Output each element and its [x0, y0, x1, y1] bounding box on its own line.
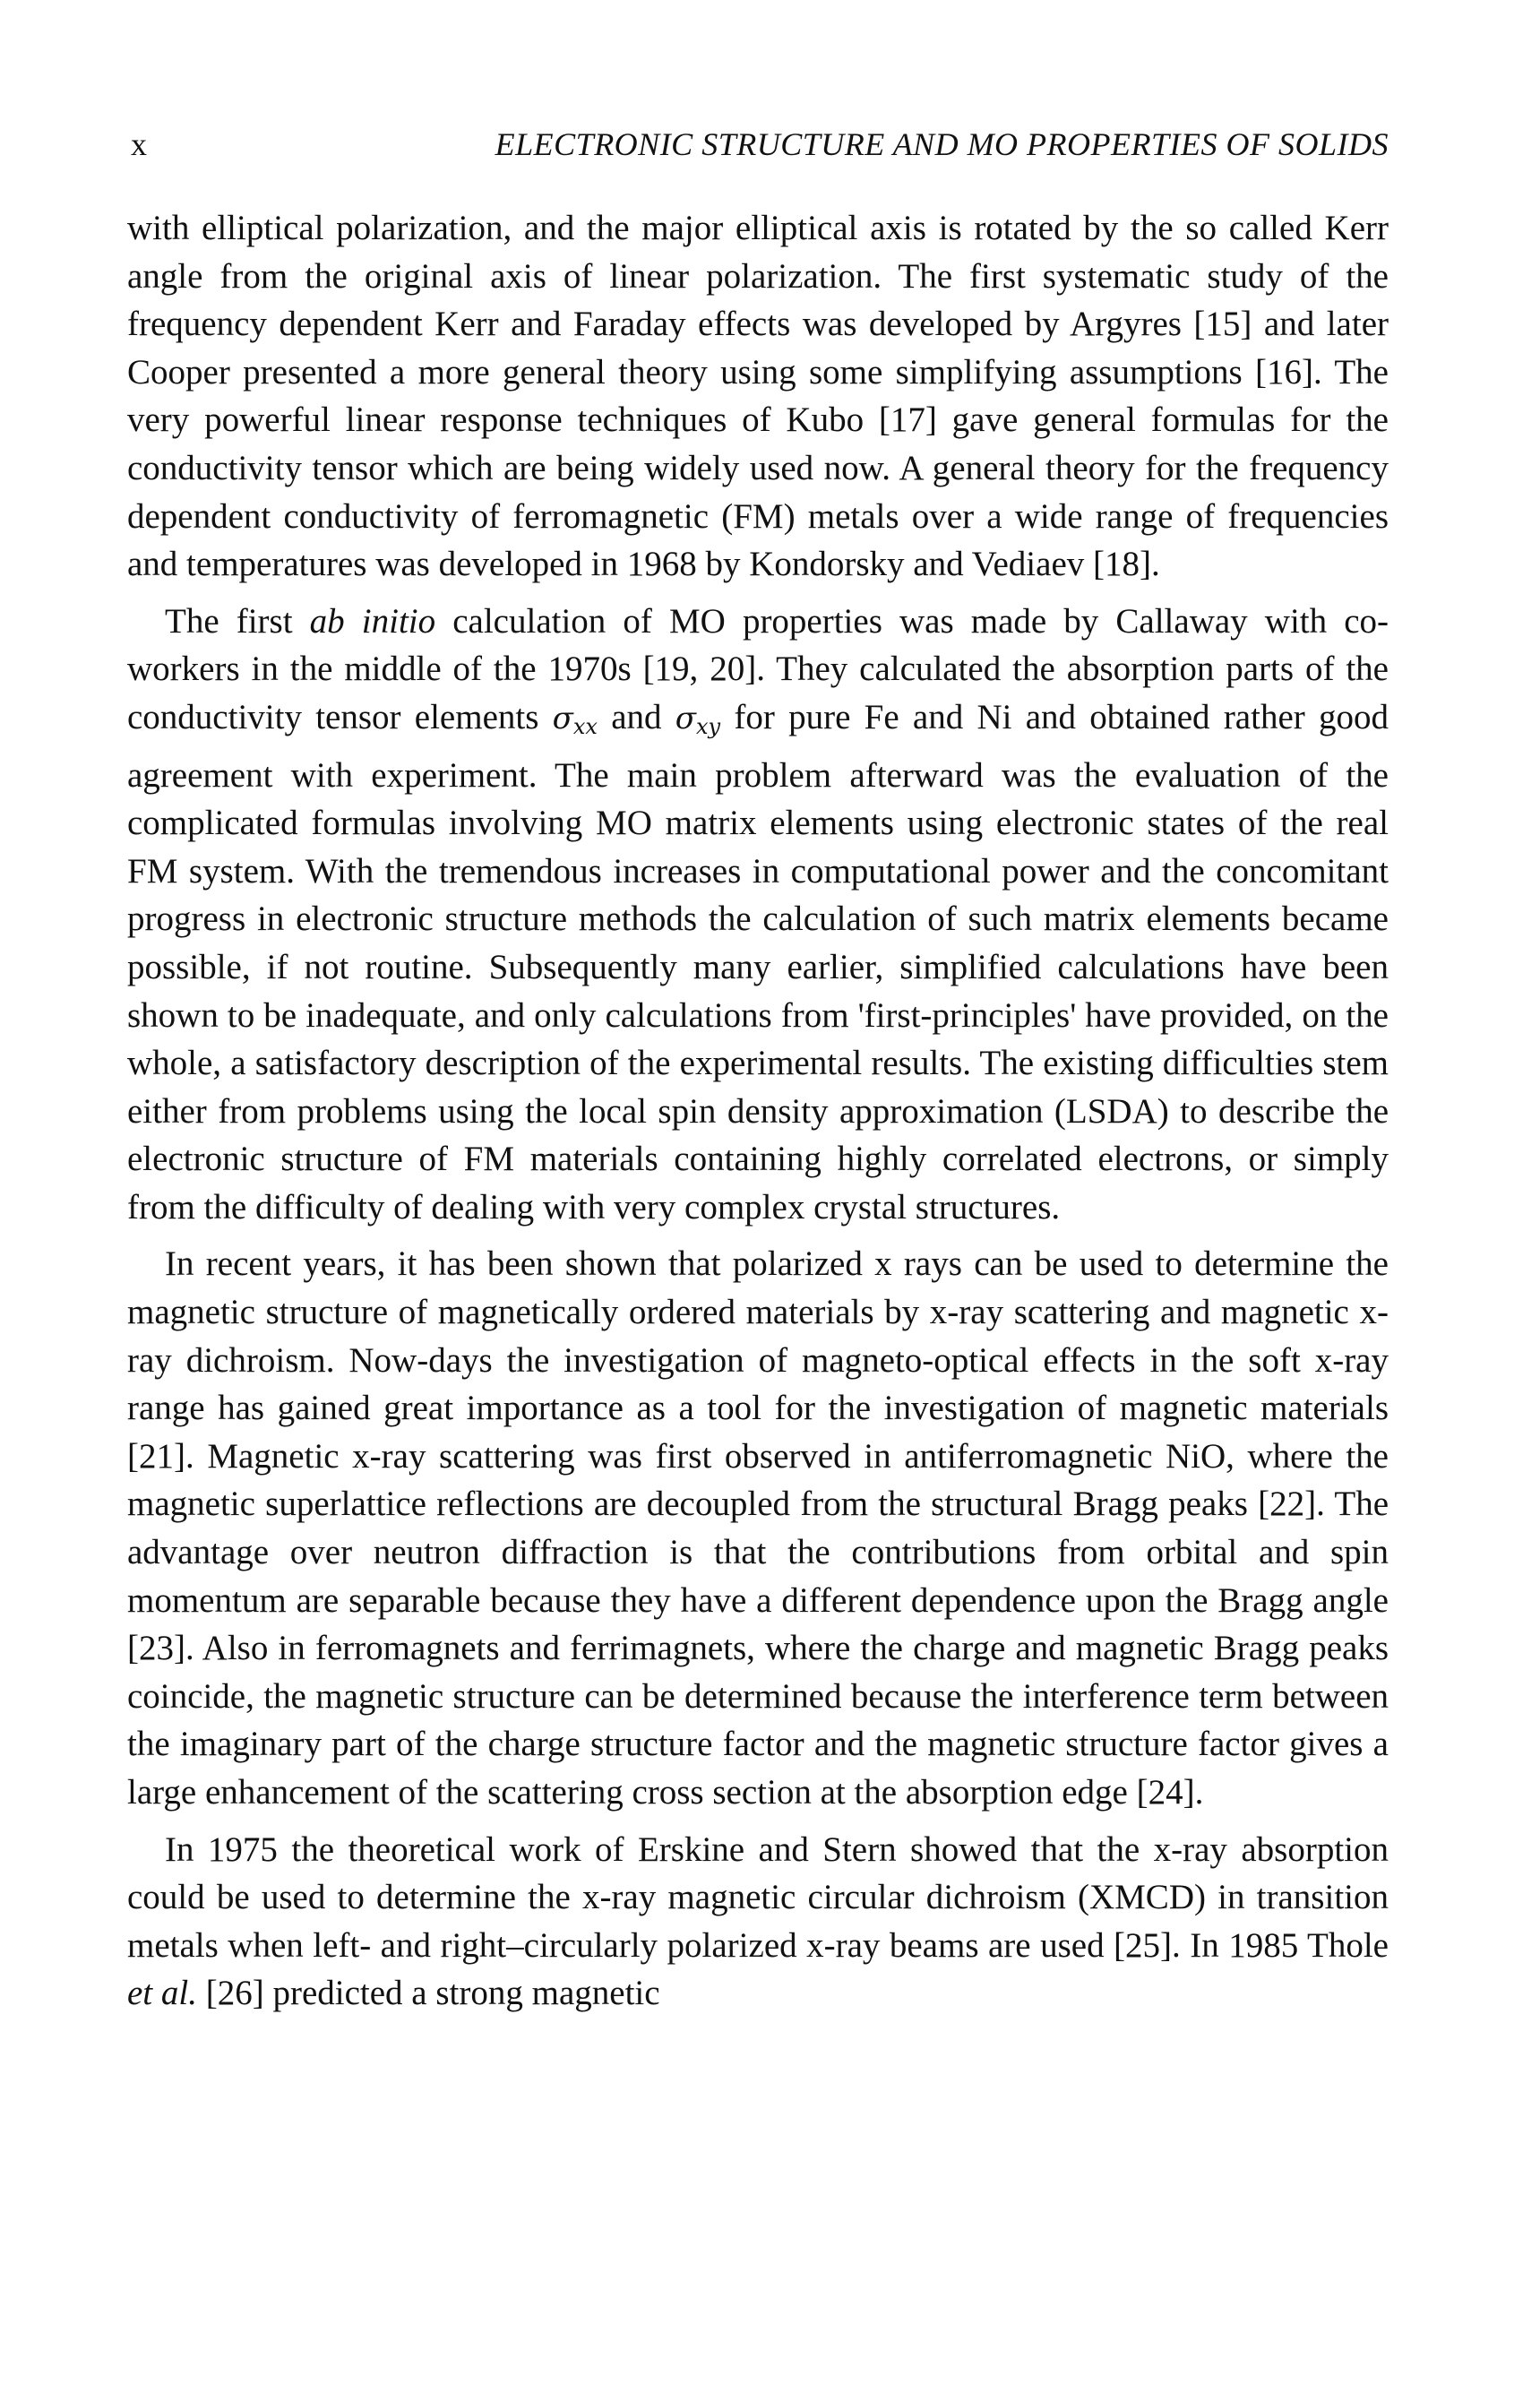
paragraph-2 [127, 598, 1389, 1232]
paragraph-2-text-d: for pure Fe and Ni and obtained rather good agreement with experiment. The main problem afterward was the evaluation of the complicated formulas involving MO matrix elements using electronic states of the real FM system. With the tremendous increases in computational power and the concomitant progress in electronic structure methods the calculation of such matrix elements became possible, if not routine. Subsequently many earlier, simplified calculations have been shown to be inadequate, and only calculations from 'first-principles' have provided, on the whole, a satisfactory description of the experimental results. The existing difficulties stem either from problems using the local spin density approximation (LSDA) to describe the electronic structure of FM materials containing highly correlated electrons, or simply from the difficulty of dealing with very complex crystal structures. [127, 697, 1389, 1227]
body-text [127, 204, 1389, 2027]
page-number: x [131, 126, 147, 162]
paragraph-3 [127, 1240, 1389, 1816]
paragraph-1 [127, 204, 1389, 589]
paragraph-3-text: In recent years, it has been shown that polarized x rays can be used to determine the magnetic structure of magnetically ordered materials by x-ray scattering and magnetic x-ray dichroism. Now-days the investigation of magneto-optical effects in the soft x-ray range has gained great importance as a tool for the investigation of magnetic materials [21]. Magnetic x-ray scattering was first observed in antiferromagnetic NiO, where the magnetic superlattice reflections are decoupled from the structural Bragg peaks [22]. The advantage over neutron diffraction is that the contributions from orbital and spin momentum are separable because they have a different dependence upon the Bragg angle [23]. Also in ferromagnets and ferrimagnets, where the charge and magnetic Bragg peaks coincide, the magnetic structure can be determined because the interference term between the imaginary part of the charge structure factor and the magnetic structure factor gives a large enhancement of the scattering cross section at the absorption edge [24]. [127, 1244, 1389, 1812]
paragraph-1-text: with elliptical polarization, and the major elliptical axis is rotated by the so called Kerr angle from the original axis of linear polarization. The first systematic study of the frequency dependent Kerr and Faraday effects was developed by Argyres [15] and later Cooper presented a more general theory using some simplifying assumptions [16]. The very powerful linear response techniques of Kubo [17] gave general formulas for the conductivity tensor which are being widely used now. A general theory for the frequency dependent conductivity of ferromagnetic (FM) metals over a wide range of frequencies and temperatures was developed in 1968 by Kondorsky and Vediaev [18]. [127, 209, 1389, 584]
ab-initio-emphasis: ab initio [309, 601, 436, 641]
sigma-xy-subscript: xy [696, 713, 721, 739]
sigma-xx-subscript: xx [572, 713, 598, 739]
running-title: ELECTRONIC STRUCTURE AND MO PROPERTIES OF SOLIDS [495, 126, 1389, 162]
paragraph-4-text-a: In 1975 the theoretical work of Erskine and Stern showed that the x-ray absorption could be used to determine the x-ray magnetic circular dichroism (XMCD) in transition metals when left- and right–circularly polarized x-ray beams are used [25]. In 1985 Thole [127, 1829, 1389, 1965]
running-header [127, 122, 1389, 167]
paragraph-2-text-b: calculation of MO properties was made by Callaway with co-workers in the middle of the 1970s [19, 20]. They calculated the absorption parts of the conductivity tensor elements [127, 601, 1389, 736]
paragraph-2-text-c: and [597, 697, 675, 736]
sigma-xy-base: σ [675, 700, 696, 736]
sigma-xx-base: σ [552, 700, 573, 736]
sigma-xx-symbol [552, 700, 598, 739]
et-al-emphasis: et al. [127, 1974, 197, 2013]
paragraph-4 [127, 1826, 1389, 2018]
paragraph-2-text-a: The first [165, 601, 310, 641]
paragraph-4-text-b: [26] predicted a strong magnetic [196, 1974, 660, 2013]
sigma-xy-symbol [675, 700, 721, 739]
